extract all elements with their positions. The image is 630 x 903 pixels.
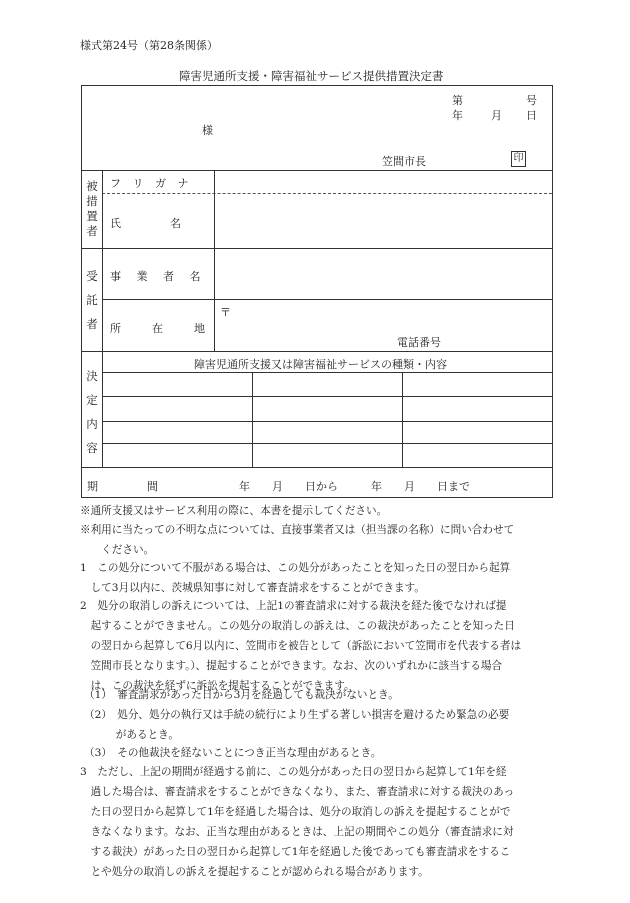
note-line: ※通所支援又はサービス利用の際に、本書を提示してください。 — [80, 505, 388, 517]
business-name-label: 事 業 者 名 — [110, 270, 207, 283]
decision-header: 障害児通所支援又は障害福祉サービスの種類・内容 — [194, 358, 447, 371]
number-label-left: 第 — [452, 94, 463, 107]
period-value: 年 月 日から 年 月 日まで — [239, 480, 470, 493]
subject-label: 被措置者 — [86, 179, 98, 238]
note-lawsuit — [80, 596, 560, 696]
note-line: た日の翌日から起算して1年を経過した場合は、処分の取消しの訴えを提起することがで — [80, 806, 511, 818]
note-line: きなくなります。なお、正当な理由があるときは、上記の期間やこの処分（審査請求に対 — [80, 826, 514, 838]
note-line: して3月以内に、茨城県知事に対して審査請求をすることができます。 — [80, 582, 425, 594]
note-line: があるとき。 — [84, 729, 179, 741]
decision-form-table — [81, 85, 553, 498]
note-present-document — [80, 501, 560, 521]
month-label: 月 — [491, 109, 502, 122]
location-label: 所 在 地 — [110, 322, 208, 335]
note-line: する裁決）があった日の翌日から起算して1年を経過した後であっても審査請求をするこ — [80, 846, 511, 858]
decision-label: 決定内容 — [86, 369, 98, 455]
phone-label: 電話番号 — [397, 336, 441, 349]
note-line: 起することができません。この処分の取消しの訴えは、この裁決があったことを知った日 — [80, 620, 515, 632]
issuer-name: 笠間市長 — [382, 155, 426, 168]
note-line: とや処分の取消しの訴えを提起することが認められる場合があります。 — [80, 866, 429, 878]
note-time-limit — [80, 762, 560, 882]
note-item-3 — [84, 743, 564, 763]
day-label: 日 — [526, 109, 537, 122]
name-label: 氏 名 — [110, 217, 185, 230]
note-line: ください。 — [80, 544, 155, 556]
number-label-right: 号 — [526, 94, 537, 107]
postal-mark: 〒 — [220, 306, 231, 319]
note-line: （2） 処分、処分の執行又は手続の続行により生ずる著しい損害を避けるため緊急の必要 — [84, 709, 510, 721]
document-title: 障害児通所支援・障害福祉サービス提供措置決定書 — [179, 69, 444, 83]
note-line: の翌日から起算して6月以内に、笠間市を被告として（訴訟において笠間市を代表する者は — [80, 640, 522, 652]
note-line: 過した場合は、審査請求をすることができなくなり、また、審査請求に対する裁決のあっ — [80, 786, 515, 798]
note-line: （1） 審査請求があった日から3月を経過しても裁決がないとき。 — [84, 689, 399, 701]
note-inquiries — [80, 520, 560, 560]
furigana-label: フ リ ガ ナ — [110, 177, 193, 190]
note-line: 笠間市長となります。）、提起することができます。なお、次のいずれかに該当する場合 — [80, 660, 503, 672]
note-line: （3） その他裁決を経ないことにつき正当な理由があるとき。 — [84, 747, 382, 759]
note-item-1 — [84, 685, 564, 705]
note-line: 3 ただし、上記の期間が経過する前に、この処分があった日の翌日から起算して1年を経 — [80, 766, 507, 778]
note-line: ※利用に当たっての不明な点については、直接事業者又は（担当課の名称）に問い合わせて — [80, 524, 515, 536]
consignee-label: 受託者 — [86, 269, 98, 331]
note-line: は、この裁決を経ずに訴訟を提起することができます。 — [80, 680, 355, 692]
addressee-suffix: 様 — [202, 124, 213, 137]
period-label: 期 間 — [87, 480, 162, 493]
year-label: 年 — [452, 109, 463, 122]
form-number: 様式第24号（第28条関係） — [80, 39, 218, 52]
official-seal: 印 — [511, 151, 526, 167]
note-objection — [80, 558, 560, 598]
note-line: 2 処分の取消しの訴えについては、上記1の審査請求に対する裁決を経た後でなければ提 — [80, 600, 507, 612]
note-line: 1 この処分について不服がある場合は、この処分があったことを知った日の翌日から起算 — [80, 562, 511, 574]
note-item-2 — [84, 705, 564, 745]
